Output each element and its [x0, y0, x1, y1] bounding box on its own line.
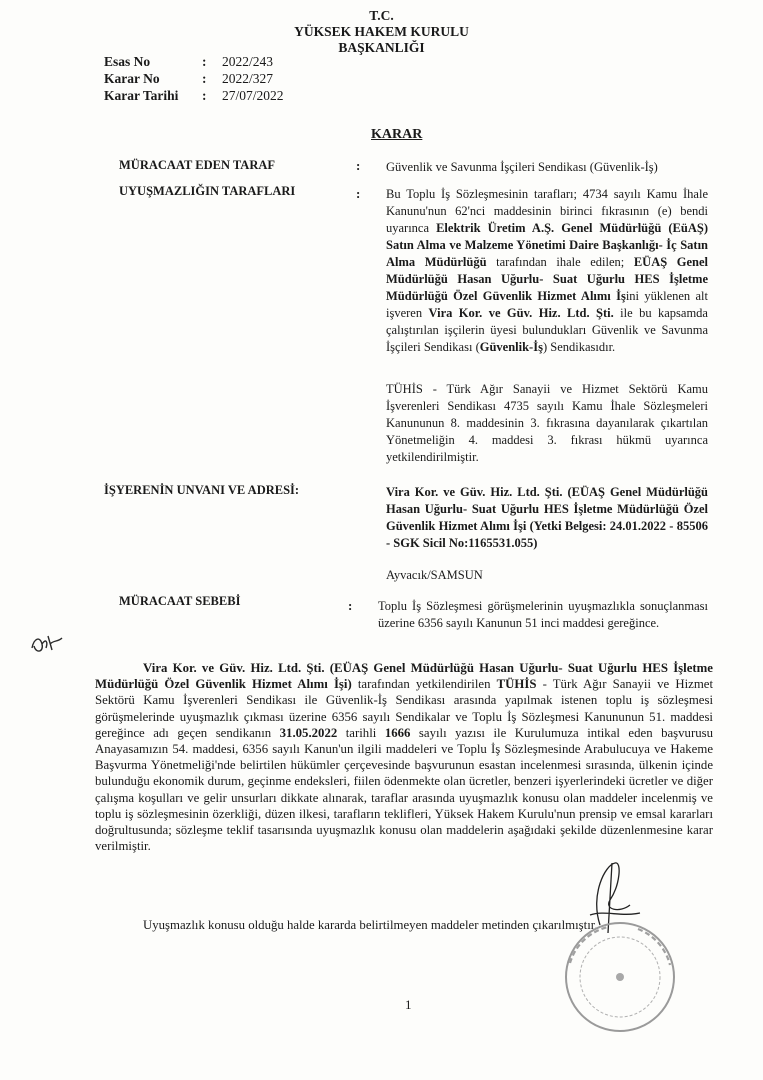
colon: : — [356, 186, 361, 201]
handwritten-initials — [28, 628, 66, 658]
tarih-value: 27/07/2022 — [222, 88, 284, 103]
isveren-label: İŞYERENİN UNVANI VE ADRESİ: — [104, 483, 300, 497]
isveren-value: Vira Kor. ve Güv. Hiz. Ltd. Şti. (EÜAŞ Genel Müdürlüğü Hasan Uğurlu- Suat Uğurlu HES İşletme Müdürlüğü Özel Güvenlik Hizmet Alımı İşi (Yetki Belgesi: 24.01.2022 - 85506 - SGK Sicil No:1165531.055) — [386, 485, 708, 550]
muracaat-eden-label: MÜRACAAT EDEN TARAF — [119, 158, 276, 172]
taraflar-paragraph-1: Bu Toplu İş Sözleşmesinin tarafları; 4734 sayılı Kamu İhale Kanunu'nun 62'nci maddesinin birinci fıkrasının (e) bendi uyarınca Elektrik Üretim A.Ş. Genel Müdürlüğü (EüAŞ) Satın Alma ve Malzeme Yönetimi Daire Başkanlığı- İç Satın Alma Müdürlüğü tarafından ihale edilen; EÜAŞ Genel Müdürlüğü Hasan Uğurlu- Suat Uğurlu HES İşletme Müdürlüğü Özel Güvenlik Hizmet Alımı İşini yüklenen alt işveren Vira Kor. ve Güv. Hiz. Ltd. Şti. ile bu kapsamda çalıştırılan işçilerin üyesi bulundukları Güvenlik ve Savunma İşçileri Sendikası (Güvenlik-İş) Sendikasıdır. — [386, 187, 708, 354]
official-stamp — [548, 915, 688, 1035]
sebep-label: MÜRACAAT SEBEBİ — [119, 594, 241, 608]
sebep-value: Toplu İş Sözleşmesi görüşmelerinin uyuşmazlıkla sonuçlanması üzerine 6356 sayılı Kanunun 51 inci maddesi gereğince. — [378, 599, 708, 630]
body-paragraph-2: Uyuşmazlık konusu olduğu halde kararda belirtilmeyen maddeler metinden çıkarılmıştır. — [143, 918, 598, 932]
page-number: 1 — [405, 997, 412, 1012]
taraflar-label: UYUŞMAZLIĞIN TARAFLARI — [119, 184, 296, 198]
header-institution: YÜKSEK HAKEM KURULU — [294, 24, 469, 39]
colon: : — [356, 158, 361, 173]
isveren-address: Ayvacık/SAMSUN — [386, 568, 483, 582]
taraflar-paragraph-2: TÜHİS - Türk Ağır Sanayii ve Hizmet Sektörü Kamu İşverenleri Sendikası 4735 sayılı Kamu İhale Sözleşmeleri Kanununun 8. maddesinin 3. fıkrasına dayanılarak çıkartılan Yönetmeliğin 4. maddesi 3. fıkrası hükmü uyarınca yetkilendirilmiştir. — [386, 382, 708, 464]
colon: : — [202, 54, 207, 69]
body-paragraph-1: Vira Kor. ve Güv. Hiz. Ltd. Şti. (EÜAŞ Genel Müdürlüğü Hasan Uğurlu- Suat Uğurlu HES İşletme Müdürlüğü Özel Güvenlik Hizmet Alımı İşi) tarafından yetkilendirilen TÜHİS - Türk Ağır Sanayii ve Hizmet Sektörü Kamu İşverenleri Sendikası ile Güvenlik-İş Sendikası arasında yapılmak istenen toplu iş sözleşmesi görüşmelerinde uyuşmazlık çıkması üzerine 6356 sayılı Sendikalar ve Toplu İş Sözleşmesi Kanununun 51. maddesi gereğince adı geçen sendikanın 31.05.2022 tarihli 1666 sayılı yazısı ile Kurulumuza intikal eden başvurusu Anayasamızın 54. maddesi, 6356 sayılı Kanun'un ilgili maddeleri ve Toplu İş Sözleşmesinde Arabulucuya ve Hakeme Başvurma Yönetmeliği'nde belirtilen hükümler çerçevesinde başvurunun esastan incelenmesi sırasında, ülkenin içinde bulunduğu ekonomik durum, geçinme endeksleri, fiilen ödenmekte olan ücretler, benzeri işyerlerindeki ücretler ve diğer çalışma koşulları ve gelir unsurları dikkate alınarak, taraflar arasında uyuşmazlık konusu olan maddeler incelenmiş ve toplu iş sözleşmesinin özerkliği, düzen ilkesi, tarafların teklifleri, Yüksek Hakem Kurulu'nun prensip ve emsal kararları doğrultusunda; sözleşme teklif tasarısında uyuşmazlık konusu olan maddelerin aşağıdaki şekilde düzenlenmesine karar verilmiştir. — [95, 661, 714, 854]
colon: : — [348, 598, 353, 613]
colon: : — [202, 71, 207, 86]
header-tc: T.C. — [369, 8, 394, 23]
document-title: KARAR — [371, 127, 423, 142]
karar-label: Karar No — [104, 71, 160, 86]
tarih-label: Karar Tarihi — [104, 88, 179, 103]
karar-value: 2022/327 — [222, 71, 274, 86]
header-presidency: BAŞKANLIĞI — [338, 40, 425, 55]
esas-value: 2022/243 — [222, 54, 274, 69]
muracaat-eden-value: Güvenlik ve Savunma İşçileri Sendikası (Güvenlik-İş) — [386, 160, 658, 174]
colon: : — [202, 88, 207, 103]
esas-label: Esas No — [104, 54, 151, 69]
